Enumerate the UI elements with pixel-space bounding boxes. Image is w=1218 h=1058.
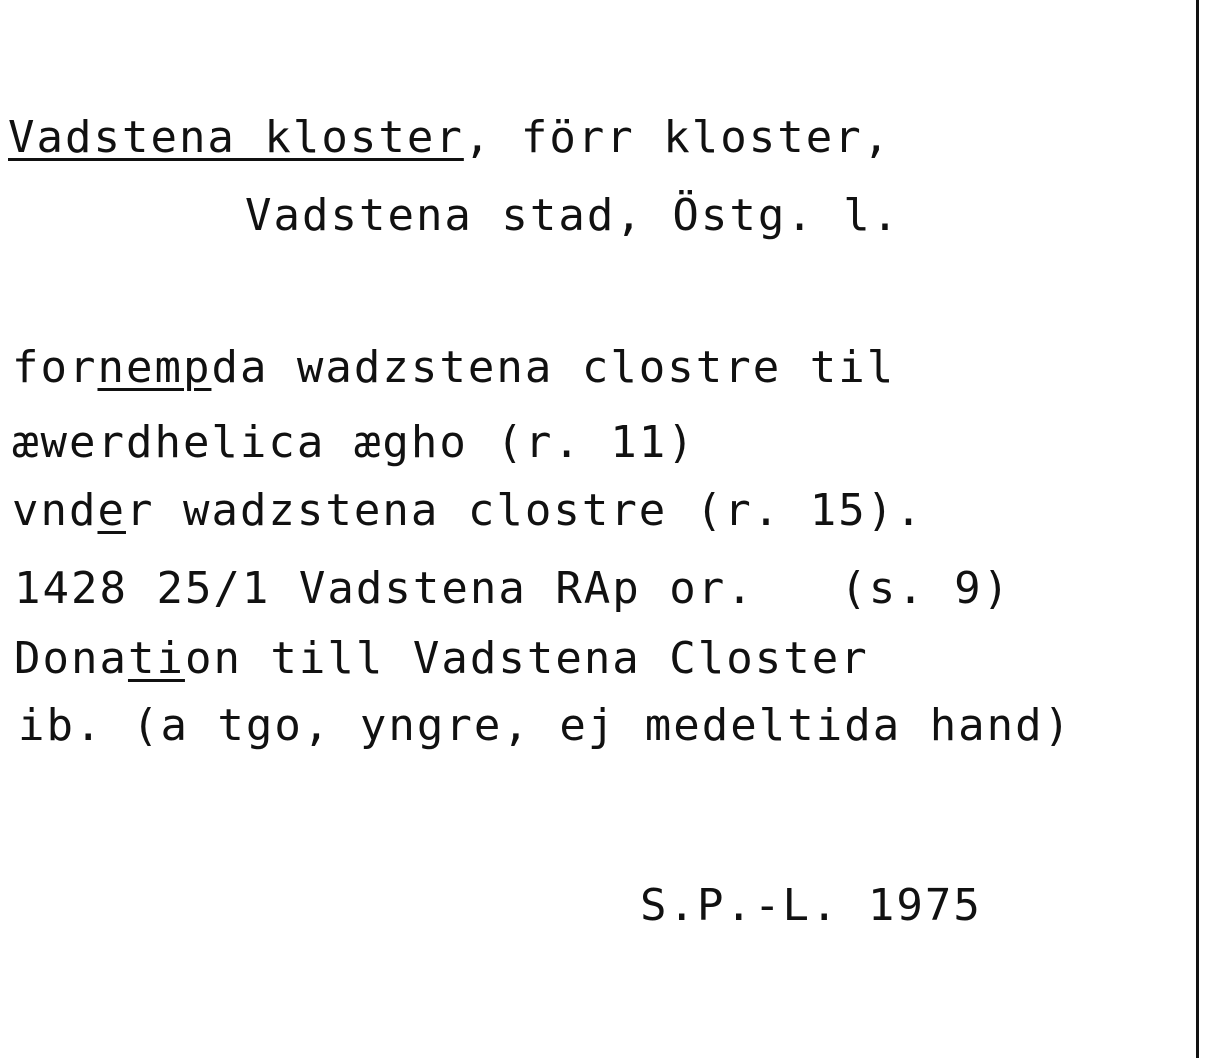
entry-text: æwerdhelica ægho (r. 11) [12,417,696,468]
place-name: Vadstena kloster [8,112,464,163]
heading-line-1 [8,112,891,164]
heading-line-2: Vadstena stad, Östg. l. [245,190,901,241]
signature: S.P.-L. 1975 [640,880,982,931]
entry-text: da wadzstena clostre til [211,342,896,393]
entry-line [18,700,1072,752]
entry-text: r wadzstena clostre (r. 15). [125,485,924,536]
entry-line [14,563,1011,615]
heading-description: , förr kloster, [463,112,892,163]
entry-text: on till Vadstena Closter [184,633,869,684]
entry-line [12,417,696,469]
entry-line [14,633,869,685]
entry-underlined-text: nemp [97,342,212,393]
entry-text: Dona [14,633,128,684]
entry-line [12,342,895,394]
entry-text: ib. (a tgo, yngre, ej medeltida hand) [18,700,1073,751]
card-edge-line [1196,0,1199,1058]
entry-text: 1428 25/1 Vadstena RAp or. (s. 9) [14,563,1012,614]
entry-line [12,485,924,537]
entry-underlined-text: ti [127,633,185,684]
entry-text: vnd [12,485,98,536]
entry-underlined-text: e [97,485,126,536]
entry-text: for [12,342,98,393]
